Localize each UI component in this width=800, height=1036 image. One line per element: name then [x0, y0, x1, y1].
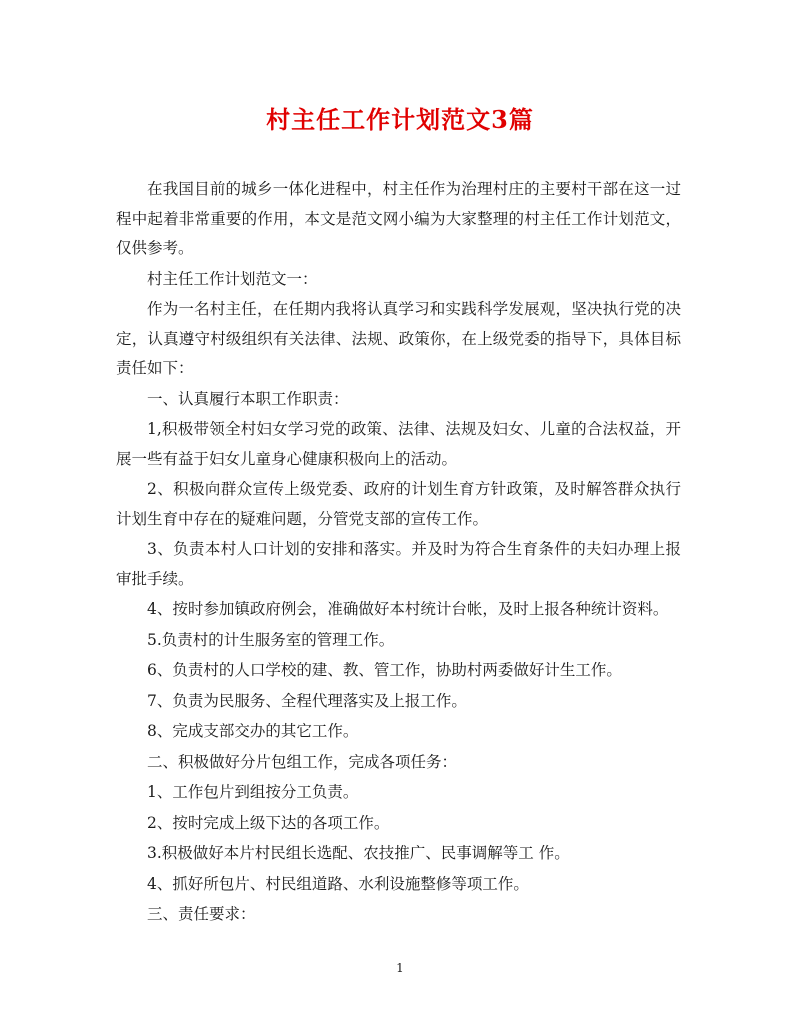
list-item: 2、按时完成上级下达的各项工作。: [147, 813, 390, 832]
list-item: 3.积极做好本片村民组长选配、农技推广、民事调解等工 作。: [147, 844, 570, 862]
document-body: [116, 175, 681, 931]
paragraph-heading: 一、认真履行本职工作职责：: [147, 389, 349, 408]
list-item: 3、负责本村人口计划的安排和落实。并及时为符合生育条件的夫妇办理上报审批手续。: [116, 540, 681, 588]
paragraph-intro: 在我国目前的城乡一体化进程中，村主任作为治理村庄的主要村干部在这一过程中起着非常重要的作用，本文是范文网小编为大家整理的村主任工作计划范文，仅供参考。: [116, 180, 681, 257]
paragraph-heading: 三、责任要求：: [147, 905, 256, 923]
list-item: 1,积极带领全村妇女学习党的政策、法律、法规及妇女、儿童的合法权益，开展一些有益于妇女儿童身心健康积极向上的活动。: [116, 420, 681, 468]
paragraph-section-heading: 村主任工作计划范文一：: [147, 269, 318, 288]
document-title: 村主任工作计划范文3篇: [266, 105, 534, 134]
list-item: 2、积极向群众宣传上级党委、政府的计划生育方针政策，及时解答群众执行计划生育中存在的疑难问题，分管党支部的宣传工作。: [116, 480, 681, 528]
list-item: 5.负责村的计生服务室的管理工作。: [147, 630, 395, 649]
list-item: 4、按时参加镇政府例会，准确做好本村统计台帐，及时上报各种统计资料。: [147, 600, 669, 618]
page-number: 1: [396, 961, 404, 975]
list-item: 4、抓好所包片、村民组道路、水利设施整修等项工作。: [147, 874, 529, 893]
list-item: 7、负责为民服务、全程代理落实及上报工作。: [147, 691, 467, 710]
list-item: 1、工作包片到组按分工负责。: [147, 783, 359, 801]
list-item: 8、完成支部交办的其它工作。: [147, 722, 359, 740]
paragraph-heading: 二、积极做好分片包组工作，完成各项任务：: [147, 752, 458, 771]
list-item: 6、负责村的人口学校的建、教、管工作，协助村两委做好计生工作。: [147, 661, 622, 679]
paragraph: 作为一名村主任，在任期内我将认真学习和实践科学发展观，坚决执行党的决定，认真遵守村级组织有关法律、法规、政策你，在上级党委的指导下，具体目标责任如下：: [116, 300, 681, 377]
